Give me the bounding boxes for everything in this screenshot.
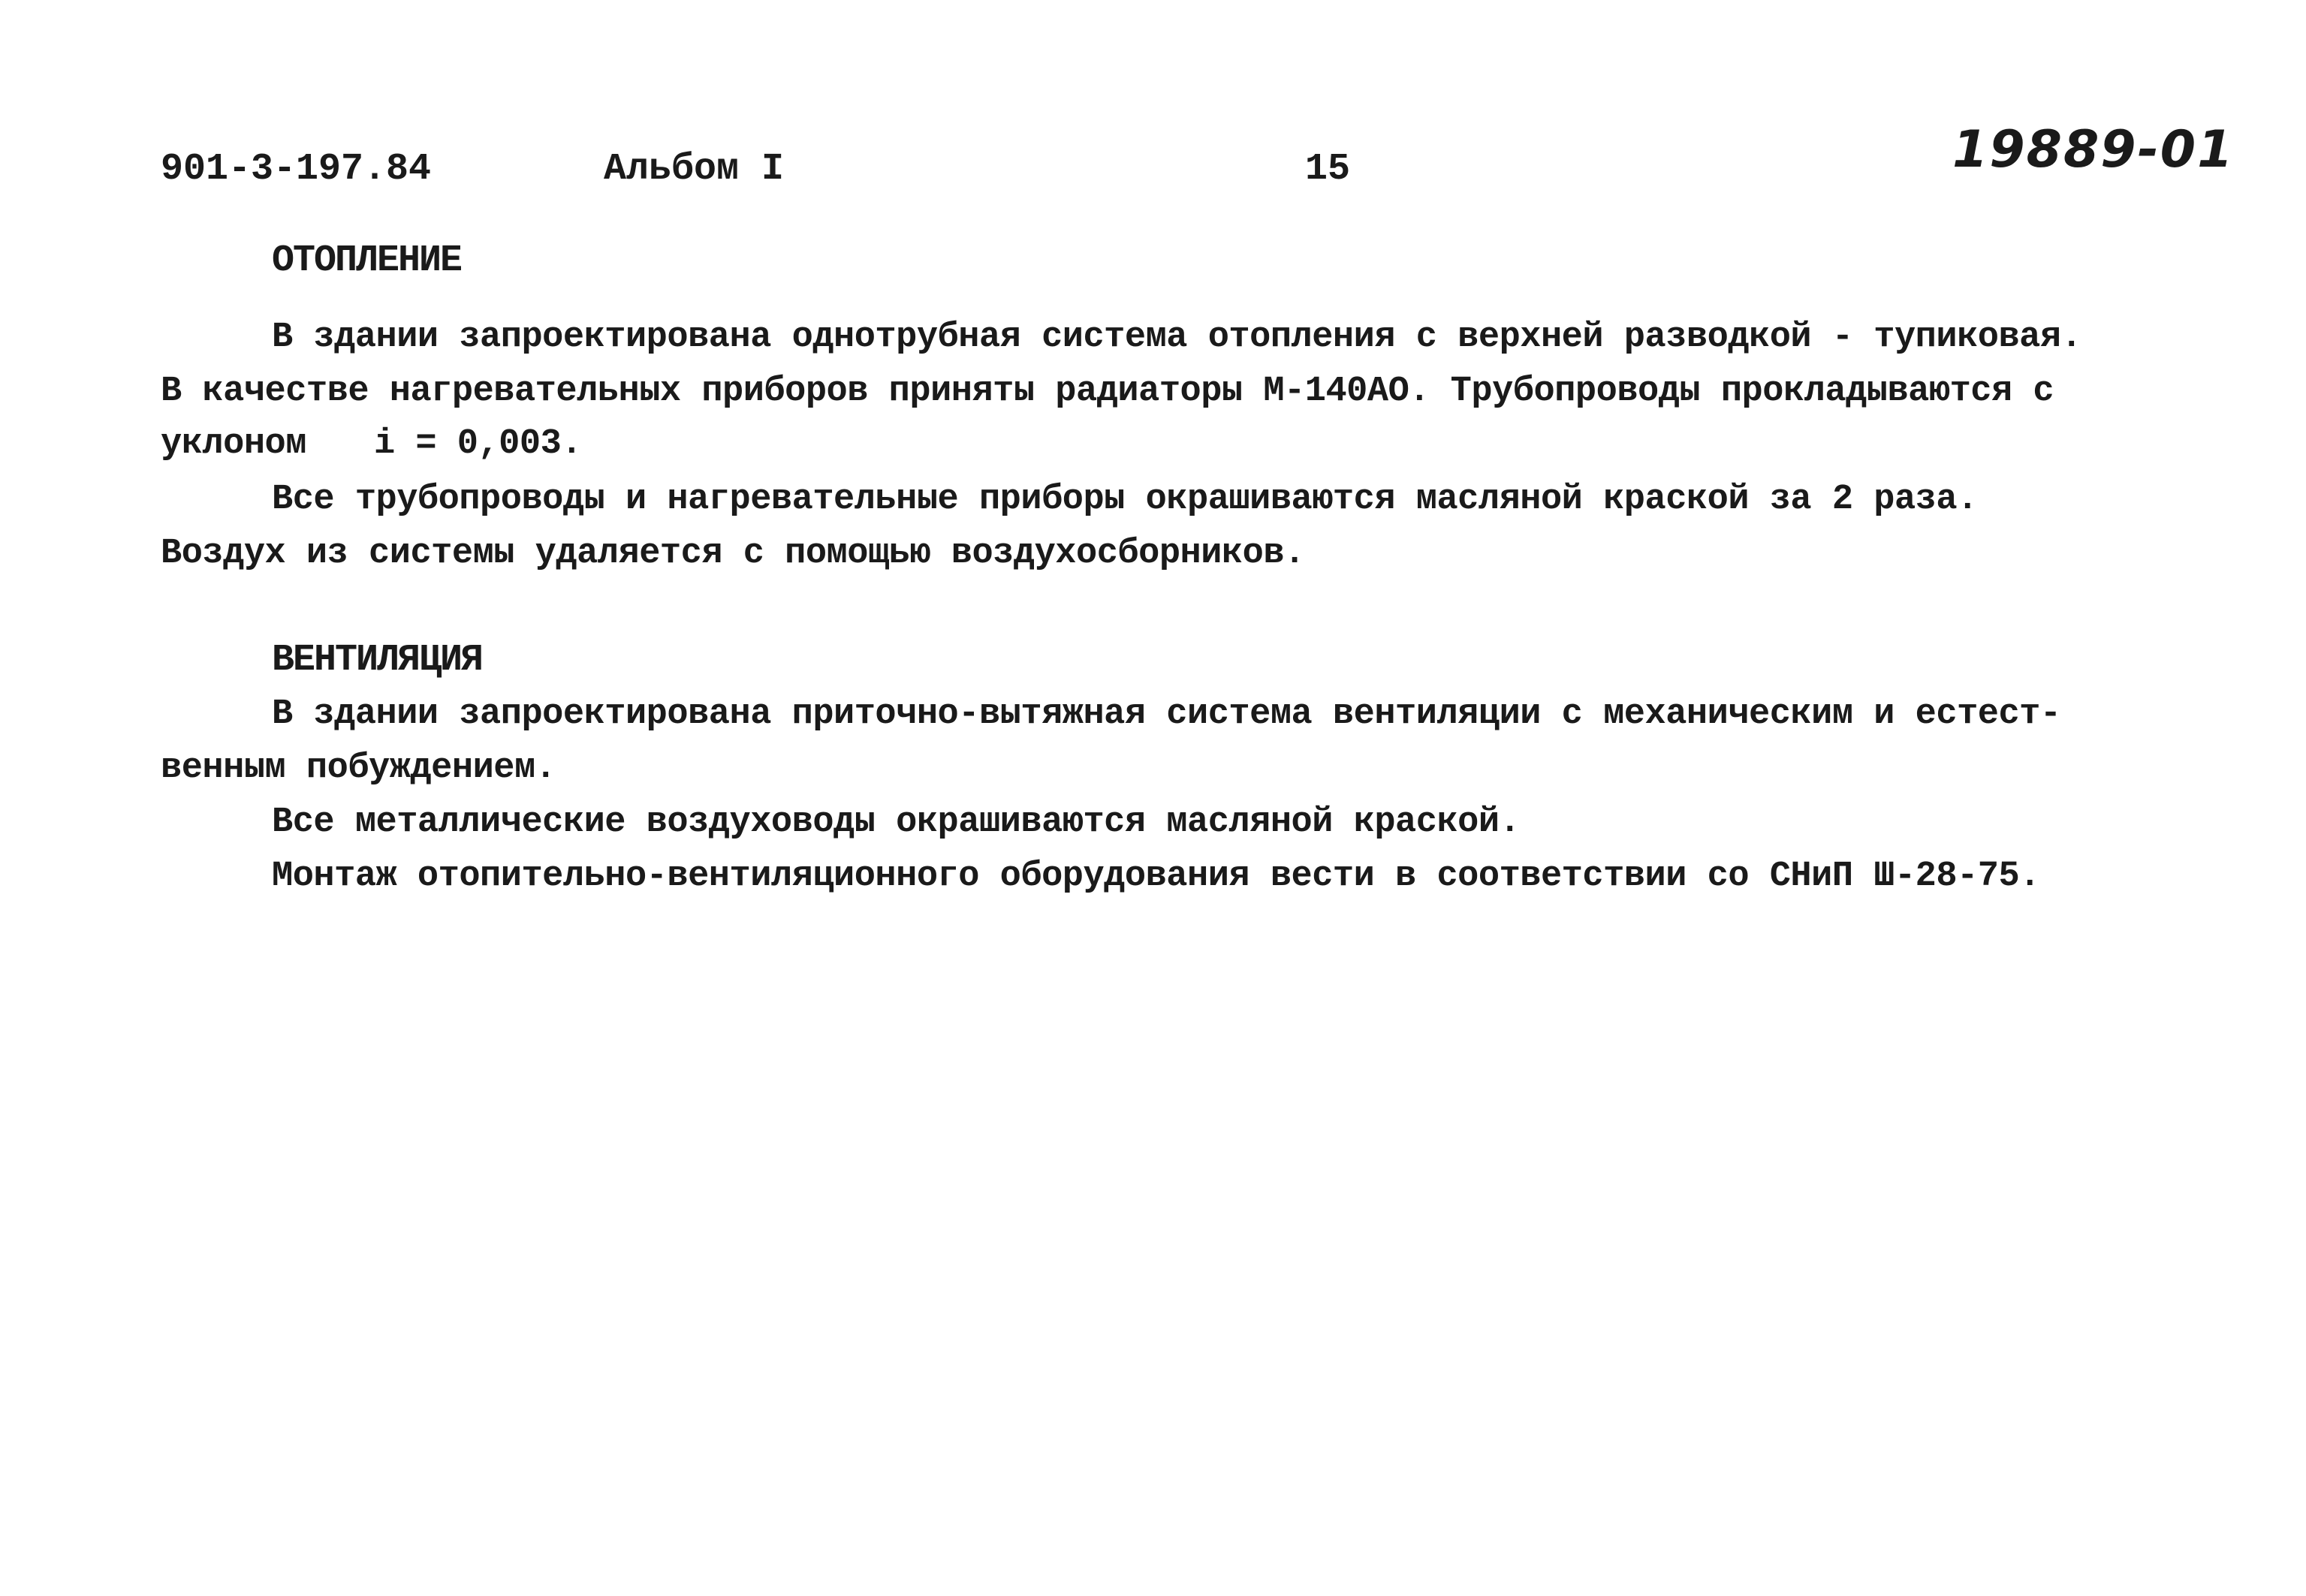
slope-value: i = 0,003. <box>373 424 582 464</box>
album-label: Альбом I <box>604 148 785 191</box>
heating-heading: ОТОПЛЕНИЕ <box>272 239 462 282</box>
slope-label: уклоном <box>161 424 306 464</box>
inventory-stamp: 19889-01 <box>1952 120 2235 179</box>
heating-text-line: В здании запроектирована однотрубная система отопления с верхней разводкой - тупиковая. <box>272 318 2082 357</box>
ventilation-text-line: Все металлические воздуховоды окрашиваются масляной краской. <box>272 803 1521 842</box>
ventilation-heading: ВЕНТИЛЯЦИЯ <box>272 639 483 682</box>
ventilation-text-line: венным побуждением. <box>161 748 556 788</box>
heating-text-line: В качестве нагревательных приборов приняты радиаторы М-140АО. Трубопроводы прокладываются с <box>161 372 2054 411</box>
ventilation-text-line: В здании запроектирована приточно-вытяжная система вентиляции с механическим и естест- <box>272 694 2061 734</box>
heating-text-line: Все трубопроводы и нагревательные приборы окрашиваются масляной краской за 2 раза. <box>272 480 1978 519</box>
heating-slope-line <box>161 422 582 467</box>
ventilation-text-line: Монтаж отопительно-вентиляционного оборудования вести в соответствии со СНиП Ш-28-75. <box>272 857 2040 896</box>
heating-text-line: Воздух из системы удаляется с помощью воздухосборников. <box>161 534 1305 574</box>
page-number: 15 <box>1305 148 1351 191</box>
document-code: 901-3-197.84 <box>161 148 432 191</box>
